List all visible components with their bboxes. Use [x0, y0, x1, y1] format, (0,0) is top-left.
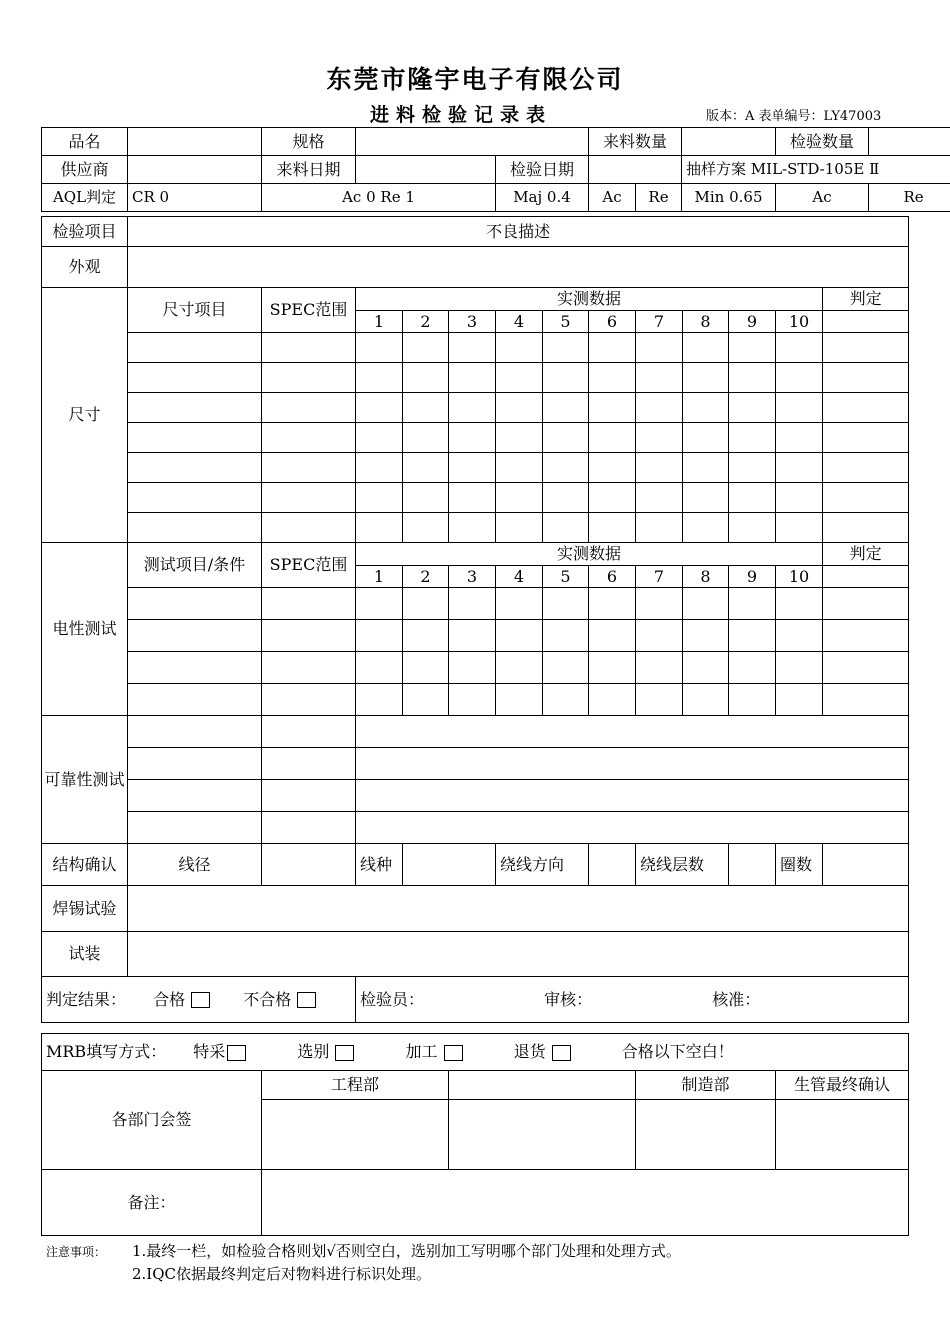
blank-signature[interactable] [449, 1100, 636, 1170]
approver-label: 核准： [712, 989, 761, 1009]
winding-direction-label: 绕线方向 [496, 844, 589, 886]
dim-col-1: 1 [356, 311, 403, 333]
electrical-measured-header: 实测数据 [356, 543, 823, 566]
reliability-item[interactable] [128, 780, 262, 812]
dim-col-4: 4 [496, 311, 543, 333]
electrical-spec-header: SPEC范围 [262, 543, 356, 588]
dimension-label: 尺寸 [42, 288, 128, 543]
aql-label: AQL判定 [42, 184, 128, 212]
sort-checkbox[interactable] [335, 1045, 354, 1061]
wire-diameter-field[interactable] [262, 844, 356, 886]
inspect-qty-field[interactable] [869, 128, 950, 156]
dimension-spec-header: SPEC范围 [262, 288, 356, 333]
elec-col-9: 9 [729, 566, 776, 588]
dept-header-blank [449, 1071, 636, 1100]
reliability-result[interactable] [356, 812, 909, 844]
dimension-measured-header: 实测数据 [356, 288, 823, 311]
reliability-item[interactable] [128, 812, 262, 844]
solder-test-field[interactable] [128, 886, 909, 932]
electrical-row [42, 684, 909, 716]
dimension-item-header: 尺寸项目 [128, 288, 262, 333]
notes-title: 注意事项： [46, 1245, 107, 1259]
elec-col-1: 1 [356, 566, 403, 588]
electrical-row [42, 620, 909, 652]
inspection-table [41, 216, 909, 1023]
aql-min-re: Re [869, 184, 950, 212]
mrb-table [41, 1033, 909, 1236]
aql-min: Min 0.65 [682, 184, 776, 212]
elec-col-2: 2 [403, 566, 449, 588]
inspect-date-field[interactable] [589, 156, 682, 184]
dim-col-6: 6 [589, 311, 636, 333]
info-table [41, 127, 950, 212]
spec-label: 规格 [262, 128, 356, 156]
aql-maj-ac: Ac [589, 184, 636, 212]
dim-col-8: 8 [683, 311, 729, 333]
electrical-test-label: 电性测试 [42, 543, 128, 716]
dim-col-9: 9 [729, 311, 776, 333]
elec-col-7: 7 [636, 566, 683, 588]
product-name-field[interactable] [128, 128, 262, 156]
dimension-row [42, 393, 909, 423]
mrb-option-special: 特采 [193, 1042, 226, 1062]
elec-col-3: 3 [449, 566, 496, 588]
inspect-date-label: 检验日期 [496, 156, 589, 184]
judgement-result-label: 判定结果： [46, 989, 127, 1009]
dim-col-10: 10 [776, 311, 823, 333]
fail-checkbox[interactable] [297, 992, 316, 1008]
special-checkbox[interactable] [227, 1045, 246, 1061]
mrb-option-rework: 加工 [405, 1042, 438, 1062]
electrical-row [42, 652, 909, 684]
wire-type-label: 线种 [356, 844, 403, 886]
sampling-plan: 抽样方案 MIL-STD-105E Ⅱ [682, 156, 950, 184]
incoming-qty-field[interactable] [682, 128, 776, 156]
aql-cr: CR 0 [128, 184, 262, 212]
elec-col-5: 5 [543, 566, 589, 588]
reliability-spec[interactable] [262, 812, 356, 844]
dimension-row [42, 453, 909, 483]
dimension-row [42, 333, 909, 363]
trial-assembly-field[interactable] [128, 932, 909, 977]
electrical-item-header: 测试项目/条件 [128, 543, 262, 588]
note-1: 1.最终一栏，如检验合格则划√否则空白，选别加工写明哪个部门处理和处理方式。 [132, 1242, 681, 1260]
trial-assembly-label: 试装 [42, 932, 128, 977]
elec-col-10: 10 [776, 566, 823, 588]
solder-test-label: 焊锡试验 [42, 886, 128, 932]
dimension-row [42, 363, 909, 393]
elec-col-8: 8 [683, 566, 729, 588]
aql-maj: Maj 0.4 [496, 184, 589, 212]
winding-layers-field[interactable] [729, 844, 776, 886]
incoming-qty-label: 来料数量 [589, 128, 682, 156]
rework-checkbox[interactable] [444, 1045, 463, 1061]
reliability-spec[interactable] [262, 780, 356, 812]
product-name-label: 品名 [42, 128, 128, 156]
reliability-item[interactable] [128, 716, 262, 748]
dim-col-5: 5 [543, 311, 589, 333]
winding-layers-label: 绕线层数 [636, 844, 729, 886]
dimension-row [42, 483, 909, 513]
dim-col-7: 7 [636, 311, 683, 333]
note-2: 2.IQC依据最终判定后对物料进行标识处理。 [132, 1265, 432, 1283]
mrb-label: MRB填写方式： [46, 1042, 167, 1062]
mrb-method [42, 1034, 909, 1071]
pass-label: 合格 [153, 989, 186, 1009]
mrb-blank-note: 合格以下空白！ [621, 1042, 734, 1062]
elec-col-4: 4 [496, 566, 543, 588]
appearance-label: 外观 [42, 247, 128, 288]
incoming-date-label: 来料日期 [262, 156, 356, 184]
manufacturing-signature[interactable] [636, 1100, 776, 1170]
dim-col-3: 3 [449, 311, 496, 333]
engineering-signature[interactable] [262, 1100, 449, 1170]
elec-judge-cell[interactable] [823, 566, 909, 588]
turns-label: 圈数 [776, 844, 823, 886]
winding-direction-field[interactable] [589, 844, 636, 886]
dimension-row [42, 423, 909, 453]
turns-field[interactable] [823, 844, 909, 886]
mrb-option-return: 退货 [513, 1042, 546, 1062]
signatures [356, 977, 909, 1023]
mrb-option-sort: 选别 [297, 1042, 330, 1062]
dimension-judge-header: 判定 [823, 288, 909, 311]
appearance-field[interactable] [128, 247, 909, 288]
department-signoff-label: 各部门会签 [42, 1071, 262, 1170]
form-version: 版本：A 表单编号：LY47003 [706, 109, 882, 124]
aql-min-ac: Ac [776, 184, 869, 212]
remarks-label: 备注： [42, 1170, 262, 1236]
remarks-field[interactable] [262, 1170, 909, 1236]
reliability-spec[interactable] [262, 716, 356, 748]
production-final-signature[interactable] [776, 1100, 909, 1170]
dim-col-2: 2 [403, 311, 449, 333]
wire-diameter-label: 线径 [128, 844, 262, 886]
reliability-spec[interactable] [262, 748, 356, 780]
aql-maj-re: Re [636, 184, 682, 212]
supplier-field[interactable] [128, 156, 262, 184]
fail-label: 不合格 [243, 989, 292, 1009]
reviewer-label: 审核： [544, 989, 593, 1009]
aql-cr-acre: Ac 0 Re 1 [262, 184, 496, 212]
return-checkbox[interactable] [552, 1045, 571, 1061]
electrical-row [42, 588, 909, 620]
reliability-item[interactable] [128, 748, 262, 780]
wire-type-field[interactable] [403, 844, 496, 886]
notes [46, 1240, 681, 1285]
inspection-item-header: 检验项目 [42, 217, 128, 247]
judgement-result [42, 977, 356, 1023]
form-title: 进料检验记录表 [370, 104, 553, 126]
pass-checkbox[interactable] [191, 992, 210, 1008]
production-final-label: 生管最终确认 [776, 1071, 909, 1100]
reliability-result[interactable] [356, 780, 909, 812]
reliability-test-label: 可靠性测试 [42, 716, 128, 844]
company-name: 东莞市隆宇电子有限公司 [326, 65, 624, 94]
defect-description-header: 不良描述 [128, 217, 909, 247]
incoming-date-field[interactable] [356, 156, 496, 184]
electrical-judge-header: 判定 [823, 543, 909, 566]
dimension-row [42, 513, 909, 543]
inspect-qty-label: 检验数量 [776, 128, 869, 156]
spec-field[interactable] [356, 128, 589, 156]
inspector-label: 检验员： [360, 989, 425, 1009]
structure-confirm-label: 结构确认 [42, 844, 128, 886]
reliability-result[interactable] [356, 748, 909, 780]
dim-judge-cell[interactable] [823, 311, 909, 333]
elec-col-6: 6 [589, 566, 636, 588]
reliability-result[interactable] [356, 716, 909, 748]
engineering-dept-label: 工程部 [262, 1071, 449, 1100]
supplier-label: 供应商 [42, 156, 128, 184]
manufacturing-dept-label: 制造部 [636, 1071, 776, 1100]
